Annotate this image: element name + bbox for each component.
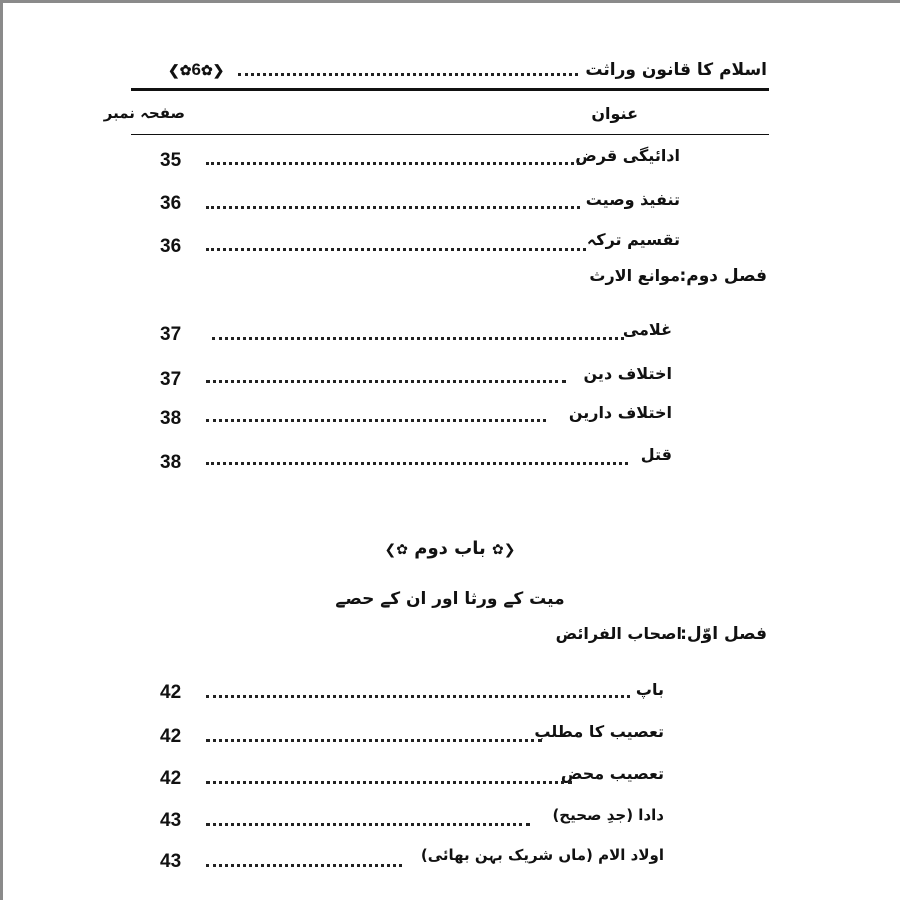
column-rule [131, 134, 769, 135]
header-leader-dots [238, 73, 578, 76]
leader-dots [206, 206, 580, 209]
toc-entry-page: 36 [160, 193, 182, 214]
ornament-right-icon: ✿❯ [200, 62, 225, 78]
ornament-left-icon: ❮✿ [384, 542, 408, 558]
toc-entry-label: تعصیب محض [560, 764, 664, 783]
header-rule [131, 88, 769, 91]
toc-entry-page: 37 [160, 324, 182, 345]
section-title: اصحاب الفرائض [555, 624, 682, 643]
toc-entry-page: 36 [160, 236, 182, 257]
chapter-title-row [0, 538, 900, 559]
toc-entry-page: 43 [160, 851, 182, 872]
toc-entry-label: غلامی [622, 320, 672, 339]
ornament-left-icon: ❮✿ [168, 62, 192, 78]
leader-dots [206, 739, 542, 742]
toc-entry-label: قتل [640, 445, 672, 464]
leader-dots [206, 781, 572, 784]
toc-entry-page: 37 [160, 369, 182, 390]
toc-entry-label: تنفیذ وصیت [585, 190, 680, 209]
toc-entry-label: اختلاف دین [583, 364, 672, 383]
toc-entry-label: تقسیم ترکہ [586, 230, 680, 249]
leader-dots [206, 162, 580, 165]
book-title: اسلام کا قانون وراثت [585, 60, 767, 80]
toc-entry-label: دادا (جدِ صحیح) [552, 806, 664, 824]
leader-dots [206, 380, 566, 383]
toc-entry-label: باپ [635, 680, 664, 699]
toc-entry-page: 35 [160, 150, 182, 171]
toc-entry-label: اولاد الام (ماں شریک بہن بھائی) [420, 846, 664, 864]
toc-entry-page: 42 [160, 768, 182, 789]
column-title-heading: عنوان [591, 104, 638, 123]
leader-dots [206, 248, 586, 251]
chapter-title: باب دوم [414, 538, 486, 559]
toc-entry-label: ادائیگی قرض [575, 146, 680, 165]
leader-dots [206, 823, 530, 826]
toc-entry-page: 38 [160, 452, 182, 473]
leader-dots [212, 337, 624, 340]
section-prefix: فصل دوم: [679, 266, 767, 286]
column-page-heading: صفحہ نمبر [103, 104, 185, 122]
ornament-right-icon: ✿❯ [492, 542, 516, 558]
leader-dots [206, 462, 628, 465]
leader-dots [206, 419, 546, 422]
toc-entry-label: تعصیب کا مطلب [534, 722, 664, 741]
chapter-subtitle: میت کے ورثا اور ان کے حصے [335, 589, 565, 609]
page-number: 6 [191, 60, 201, 79]
section-title: موانع الارث [589, 266, 680, 285]
section-prefix: فصل اوّل: [680, 624, 767, 644]
toc-entry-page: 42 [160, 726, 182, 747]
page-number-badge [168, 60, 224, 80]
leader-dots [206, 695, 630, 698]
toc-entry-page: 38 [160, 408, 182, 429]
toc-entry-label: اختلاف دارین [568, 403, 672, 422]
leader-dots [206, 864, 402, 867]
toc-entry-page: 43 [160, 810, 182, 831]
toc-entry-page: 42 [160, 682, 182, 703]
